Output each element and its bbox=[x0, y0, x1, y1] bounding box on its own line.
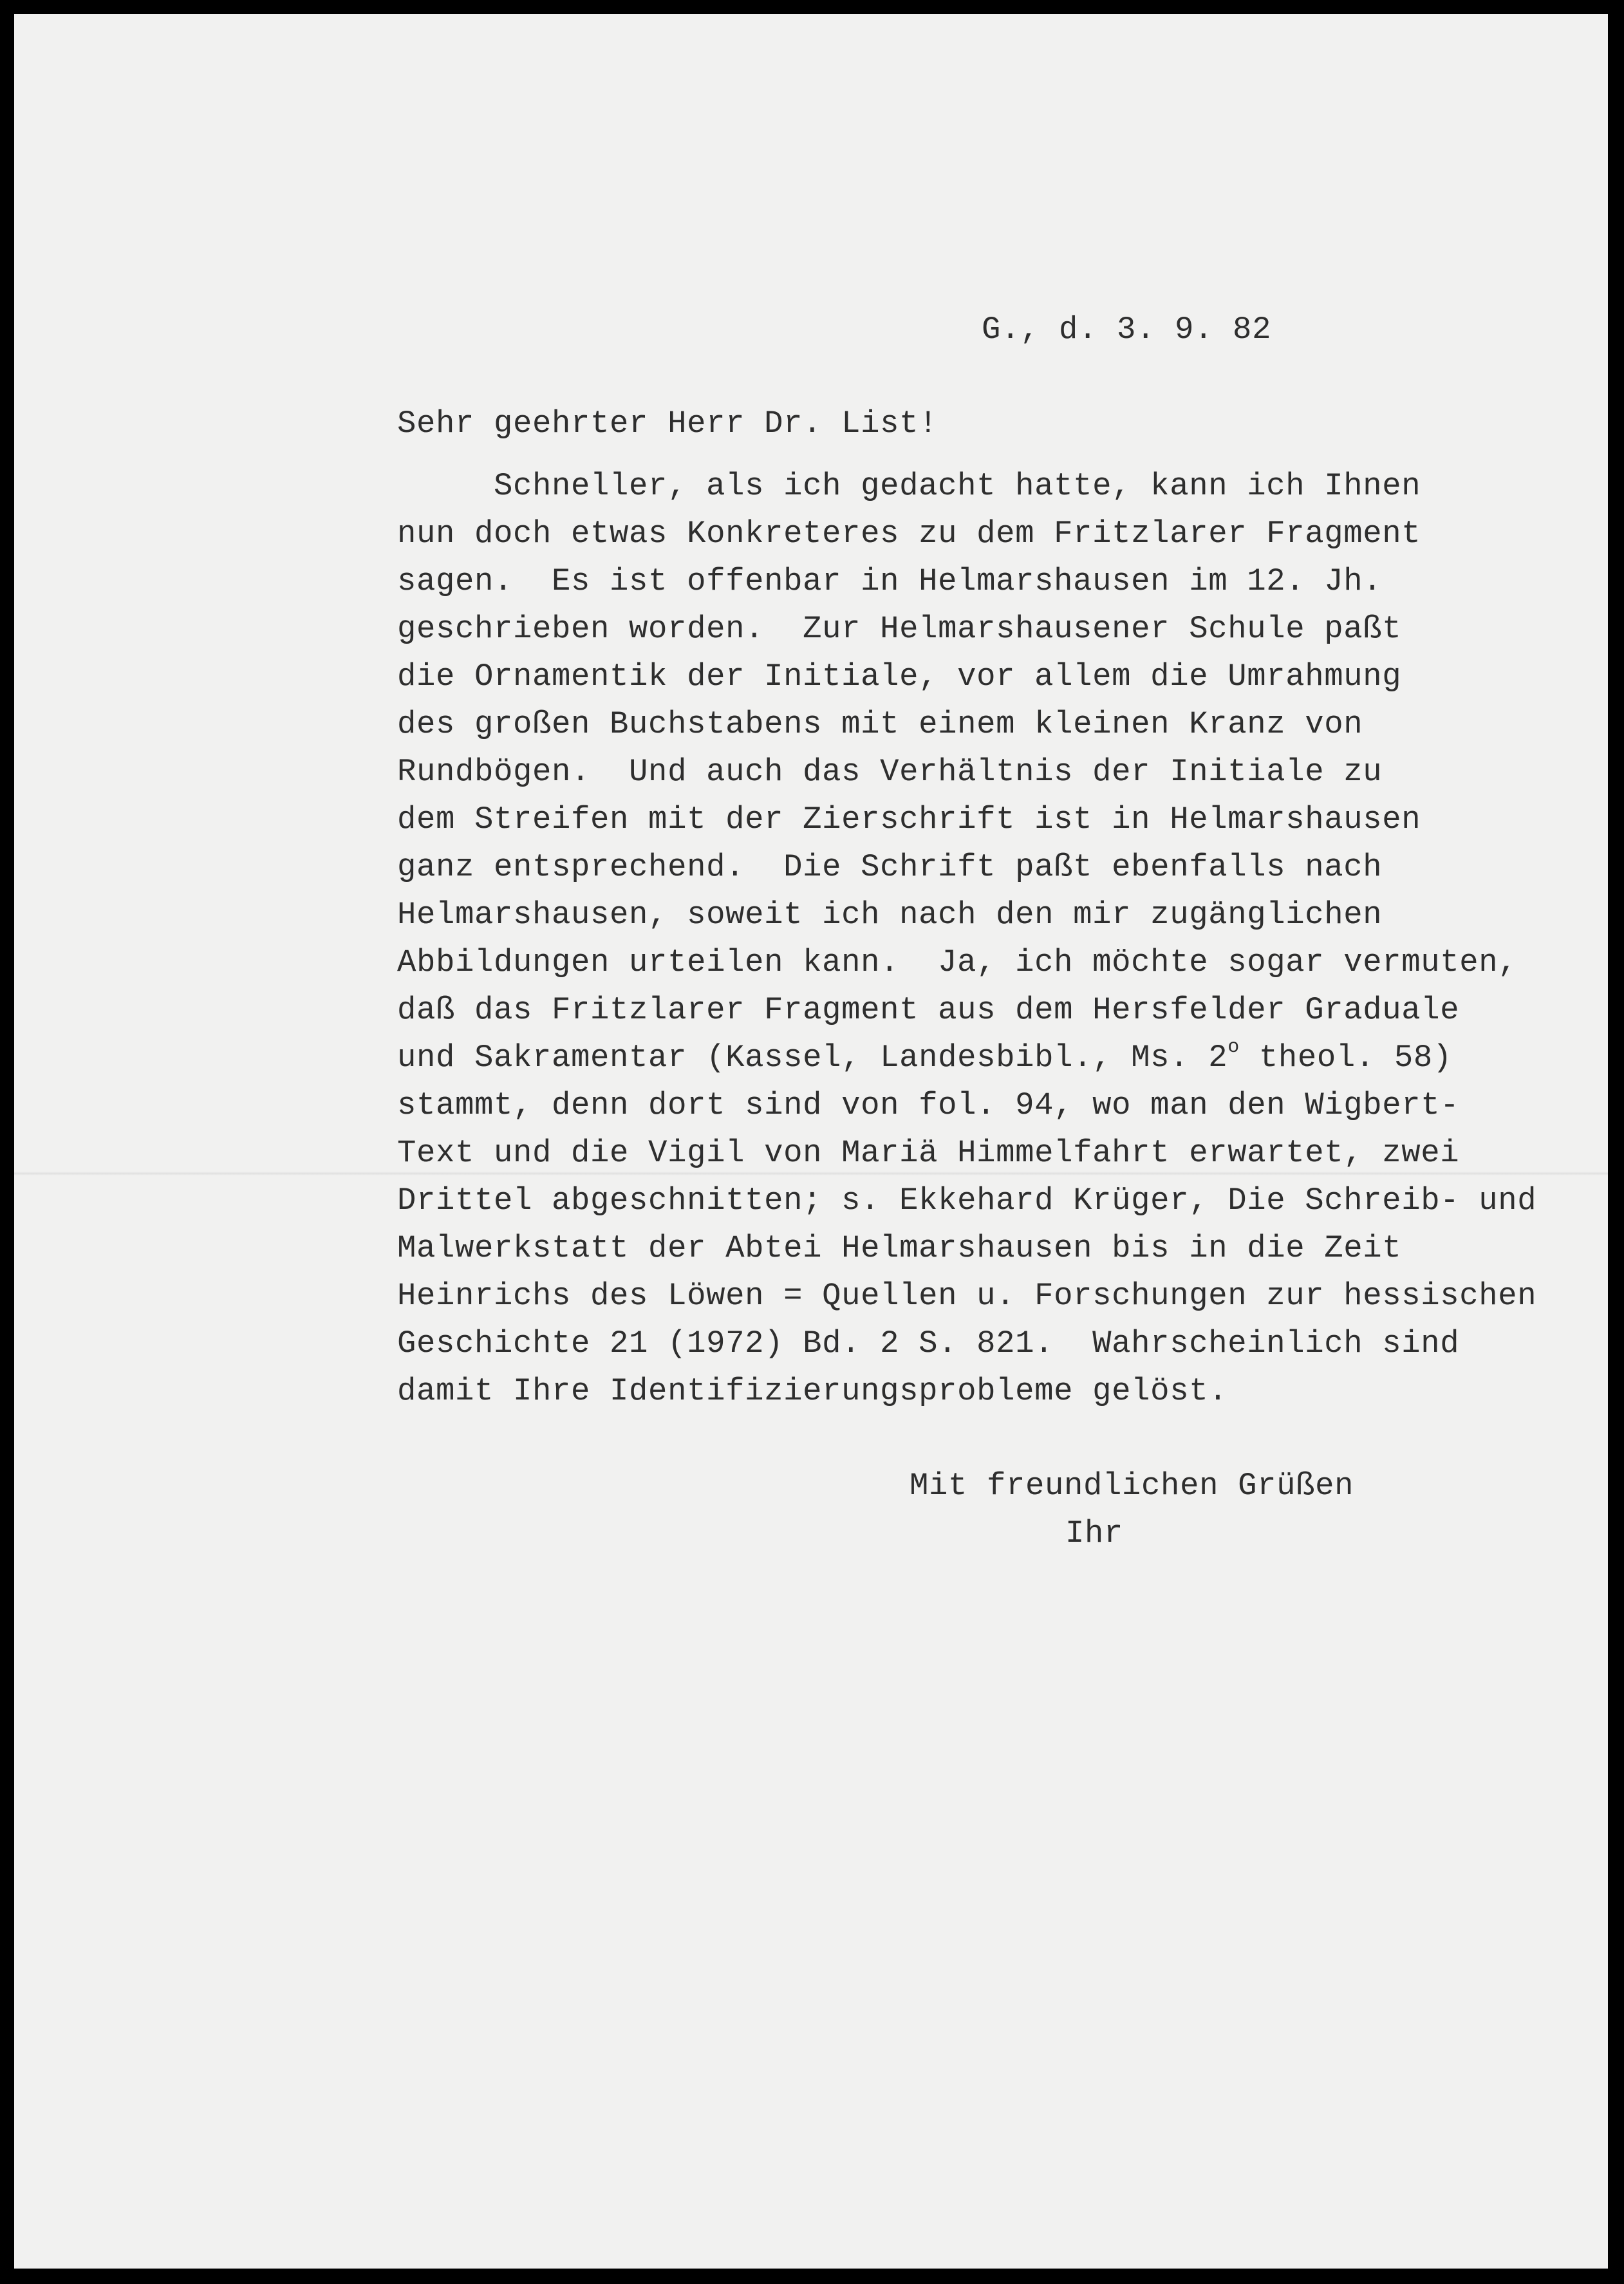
paper-fold-crease bbox=[14, 1172, 1608, 1175]
body-line: daß das Fritzlarer Fragment aus dem Hersfelder Graduale bbox=[397, 992, 1460, 1028]
closing-phrase: Mit freundlichen Grüßen bbox=[910, 1468, 1354, 1504]
body-line-with-superscript bbox=[397, 1036, 1452, 1076]
superscript-o: o bbox=[1227, 1036, 1240, 1058]
body-line: Abbildungen urteilen kann. Ja, ich möchte sogar vermuten, bbox=[397, 944, 1518, 980]
body-line: geschrieben worden. Zur Helmarshausener Schule paßt bbox=[397, 611, 1402, 647]
letter-salutation: Sehr geehrter Herr Dr. List! bbox=[397, 406, 938, 442]
body-line: stammt, denn dort sind von fol. 94, wo man den Wigbert- bbox=[397, 1087, 1460, 1123]
closing-signature: Ihr bbox=[1065, 1515, 1124, 1551]
body-line: nun doch etwas Konkreteres zu dem Fritzlarer Fragment bbox=[397, 516, 1421, 552]
body-line: Malwerkstatt der Abtei Helmarshausen bis in die Zeit bbox=[397, 1230, 1402, 1266]
letter-page bbox=[14, 14, 1608, 2269]
body-line: damit Ihre Identifizierungsprobleme gelöst. bbox=[397, 1373, 1228, 1409]
body-line: Schneller, als ich gedacht hatte, kann ich Ihnen bbox=[397, 468, 1421, 504]
body-line: Text und die Vigil von Mariä Himmelfahrt erwartet, zwei bbox=[397, 1135, 1460, 1171]
body-line: die Ornamentik der Initiale, vor allem die Umrahmung bbox=[397, 659, 1402, 695]
body-line: Drittel abgeschnitten; s. Ekkehard Krüger, Die Schreib- und bbox=[397, 1183, 1537, 1219]
body-line: sagen. Es ist offenbar in Helmarshausen im 12. Jh. bbox=[397, 563, 1383, 599]
body-line: dem Streifen mit der Zierschrift ist in Helmarshausen bbox=[397, 801, 1421, 838]
body-text: theol. 58) bbox=[1239, 1040, 1452, 1076]
body-line: Rundbögen. Und auch das Verhältnis der Initiale zu bbox=[397, 754, 1383, 790]
body-line: Heinrichs des Löwen = Quellen u. Forschungen zur hessischen bbox=[397, 1278, 1537, 1314]
body-line: Helmarshausen, soweit ich nach den mir zugänglichen bbox=[397, 897, 1383, 933]
body-line: Geschichte 21 (1972) Bd. 2 S. 821. Wahrscheinlich sind bbox=[397, 1325, 1460, 1362]
body-line: ganz entsprechend. Die Schrift paßt ebenfalls nach bbox=[397, 849, 1383, 885]
body-line: des großen Buchstabens mit einem kleinen Kranz von bbox=[397, 706, 1363, 742]
body-text: und Sakramentar (Kassel, Landesbibl., Ms. 2 bbox=[397, 1040, 1228, 1076]
letter-date: G., d. 3. 9. 82 bbox=[982, 312, 1272, 348]
